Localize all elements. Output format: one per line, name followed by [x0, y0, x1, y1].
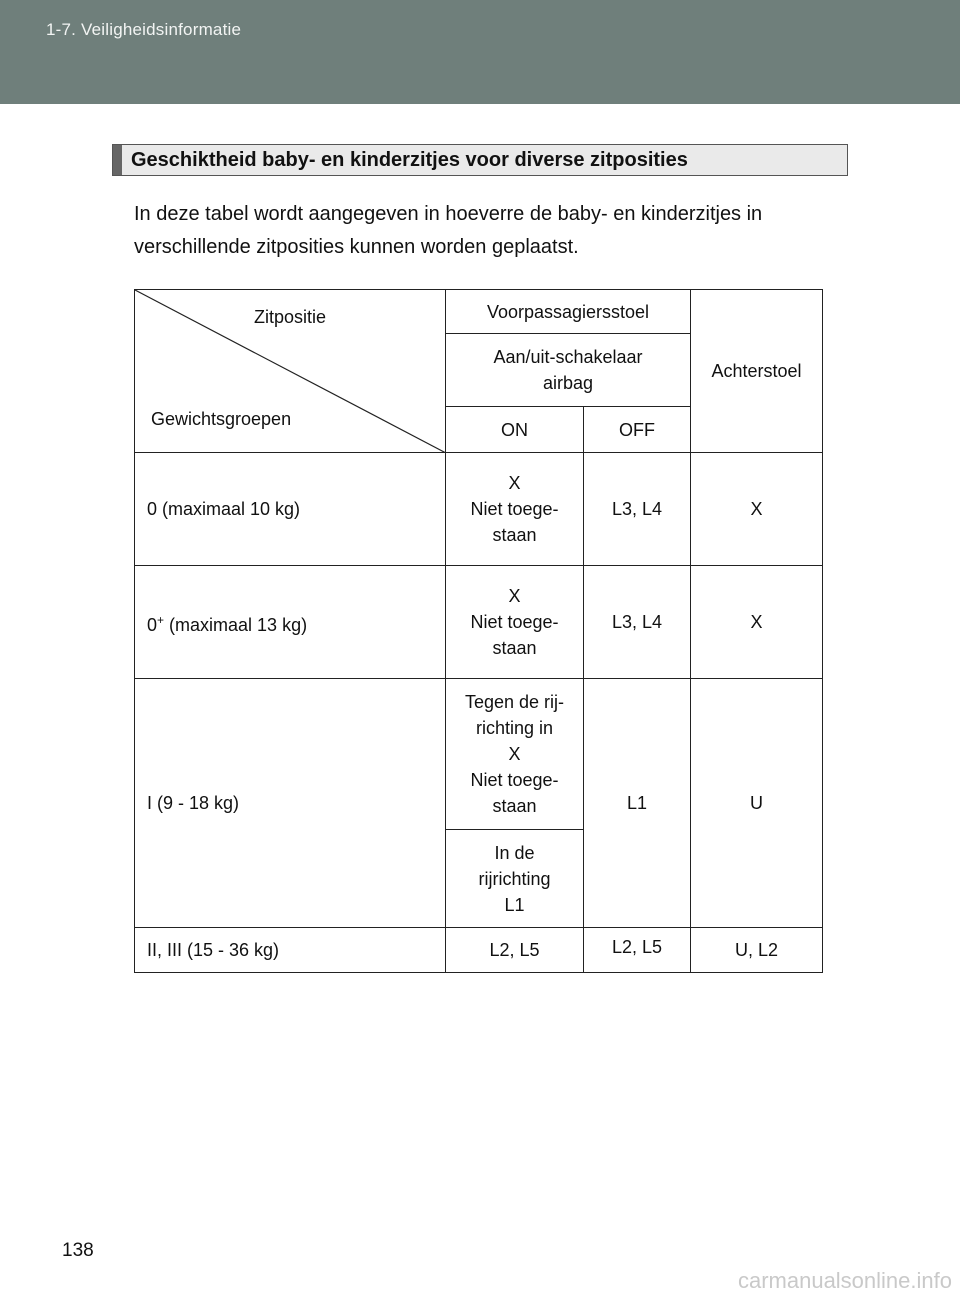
table-row: [135, 453, 823, 566]
page-number: 138: [62, 1240, 94, 1261]
off-cell: L2, L5: [584, 928, 691, 973]
on-header: ON: [446, 407, 584, 453]
off-cell: L1: [584, 679, 691, 928]
section-reference: 1-7. Veiligheidsinformatie: [46, 20, 242, 39]
corner-label-seat-position: Zitpositie: [253, 307, 327, 327]
off-header: OFF: [584, 407, 691, 453]
weight-group-cell: II, III (15 - 36 kg): [135, 928, 446, 973]
rear-cell: X: [691, 566, 823, 679]
corner-label-weight-groups: Gewichtsgroepen: [151, 409, 292, 429]
weight-group-cell: 0+ (maximaal 13 kg): [135, 566, 446, 679]
header-band: [0, 0, 960, 104]
watermark: carmanualsonline.info: [737, 1268, 952, 1293]
table-row: [135, 679, 823, 830]
off-cell: L3, L4: [584, 566, 691, 679]
rear-cell: U, L2: [691, 928, 823, 973]
corner-header-cell: [135, 290, 446, 453]
section-heading-text: Geschiktheid baby- en kinderzitjes voor diverse zitposities: [131, 149, 688, 171]
seat-suitability-table: [134, 289, 823, 973]
airbag-switch-header: Aan/uit-schakelaar airbag: [446, 334, 691, 407]
on-cell: X Niet toege- staan: [446, 453, 584, 566]
table-row: [135, 566, 823, 679]
section-heading: [112, 144, 848, 176]
intro-paragraph: In deze tabel wordt aangegeven in hoeverre de baby- en kinderzitjes in verschillende zitposities kunnen worden geplaatst.: [134, 203, 763, 258]
weight-group-cell: 0 (maximaal 10 kg): [135, 453, 446, 566]
on-cell: L2, L5: [446, 928, 584, 973]
rear-cell: X: [691, 453, 823, 566]
on-cell-forward: In de rijrichting L1: [446, 830, 584, 928]
weight-group-cell: I (9 - 18 kg): [135, 679, 446, 928]
rear-seat-header: Achterstoel: [691, 290, 823, 453]
off-cell: L3, L4: [584, 453, 691, 566]
on-cell: X Niet toege- staan: [446, 566, 584, 679]
table-row: [135, 928, 823, 973]
rear-cell: U: [691, 679, 823, 928]
on-cell-rearward: Tegen de rij- richting in X Niet toege- staan: [446, 679, 584, 830]
heading-accent-bar: [113, 145, 122, 175]
front-seat-header: Voorpassagiersstoel: [446, 290, 691, 334]
